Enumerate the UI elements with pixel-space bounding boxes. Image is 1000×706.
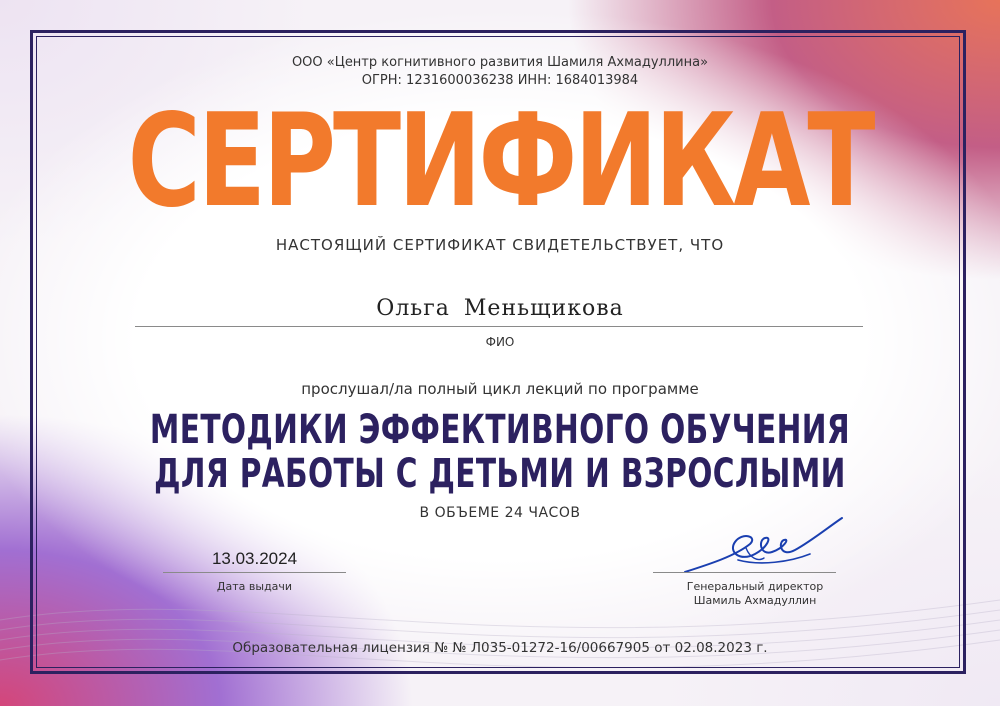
- certificate-subtitle: НАСТОЯЩИЙ СЕРТИФИКАТ СВИДЕТЕЛЬСТВУЕТ, ЧТО: [275, 236, 725, 254]
- signatory-block: [640, 580, 870, 608]
- signature-underline: [653, 572, 836, 573]
- name-label: ФИО: [485, 335, 515, 349]
- date-underline: [163, 572, 346, 573]
- name-underline: [135, 326, 863, 327]
- signature-image: [680, 514, 850, 584]
- issue-date: 13.03.2024: [211, 549, 298, 568]
- organization-name: ООО «Центр когнитивного развития Шамиля Ахмадуллина»: [291, 55, 709, 70]
- lecture-text: прослушал/ла полный цикл лекций по программе: [301, 380, 699, 398]
- organization-header: [0, 54, 1000, 90]
- issue-date-label: Дата выдачи: [216, 580, 293, 593]
- program-title: [130, 408, 870, 496]
- license-info: Образовательная лицензия № № Л035-01272-16/00667905 от 02.08.2023 г.: [232, 640, 768, 656]
- certificate-title: СЕРТИФИКАТ: [127, 87, 873, 236]
- registration-numbers: ОГРН: 1231600036238 ИНН: 1684013984: [361, 73, 639, 88]
- signatory-name: Шамиль Ахмадуллин: [693, 594, 817, 607]
- recipient-name: Ольга Меньщикова: [376, 296, 624, 321]
- course-volume: В ОБЪЕМЕ 24 ЧАСОВ: [419, 505, 581, 521]
- program-title-line1: МЕТОДИКИ ЭФФЕКТИВНОГО ОБУЧЕНИЯ: [149, 407, 851, 453]
- signatory-position: Генеральный директор: [686, 580, 824, 593]
- program-title-line2: ДЛЯ РАБОТЫ С ДЕТЬМИ И ВЗРОСЛЫМИ: [154, 451, 846, 497]
